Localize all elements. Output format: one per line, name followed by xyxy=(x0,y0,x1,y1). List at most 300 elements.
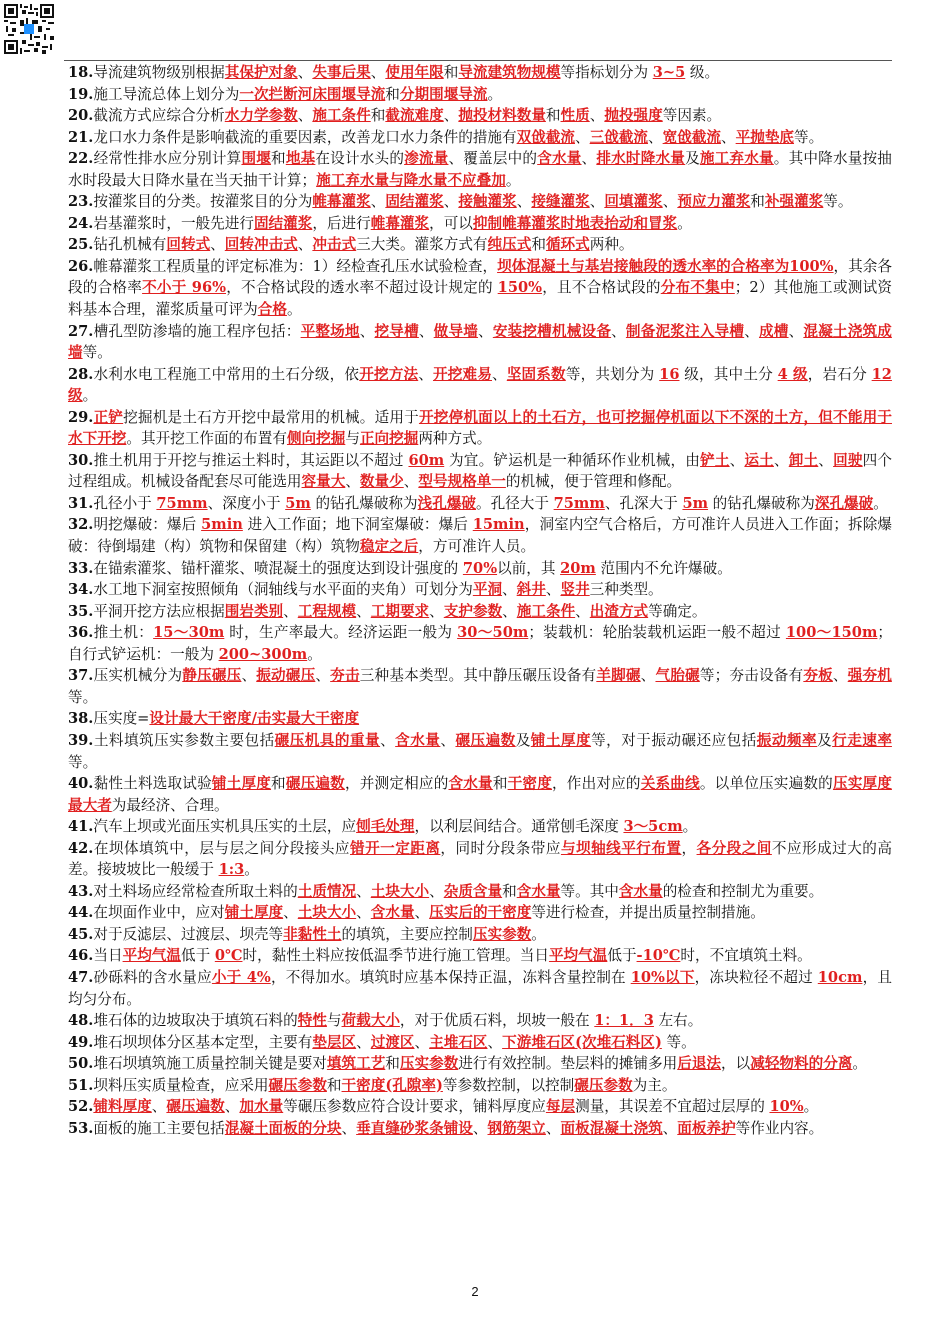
answer-highlight: 刨毛处理 xyxy=(356,818,415,836)
question-text: 等，对于振动碾还应包括 xyxy=(591,731,757,749)
answer-highlight: 帷幕灌浆 xyxy=(312,193,371,211)
answer-highlight: 平均气温 xyxy=(548,947,608,965)
answer-highlight: 含水量 xyxy=(448,775,493,793)
answer-highlight: 静压碾压 xyxy=(182,667,242,685)
question-text: ，且不合格试段的 xyxy=(542,279,661,297)
question-text: 与 xyxy=(326,1012,342,1030)
answer-highlight: 特性 xyxy=(297,1012,327,1030)
question-text: 、 xyxy=(487,1033,503,1051)
question-text: 、 xyxy=(662,1119,678,1137)
answer-highlight: 主堆石区 xyxy=(429,1033,488,1051)
question-list xyxy=(68,62,892,1139)
answer-highlight: 浅孔爆破 xyxy=(417,494,477,512)
question-text: ，同时分段条带应 xyxy=(440,839,561,857)
question-text: 不应形成过大的高差。接坡坡比一般缓于 xyxy=(68,839,892,879)
question-text: 压实机械分为 xyxy=(93,667,183,685)
question-text: 、 xyxy=(297,236,313,254)
list-item xyxy=(68,514,892,557)
answer-highlight: 土块大小 xyxy=(370,882,430,900)
question-text: 。 xyxy=(505,171,521,189)
question-text: 、深度小于 xyxy=(207,494,286,512)
answer-highlight: 压实参数 xyxy=(399,1055,459,1073)
answer-highlight: 非黏性土 xyxy=(283,925,342,943)
question-text: ；自行式铲运机：一般为 xyxy=(68,624,893,663)
item-number: 26. xyxy=(68,257,94,275)
question-text: 、 xyxy=(472,1119,488,1137)
item-number: 28. xyxy=(68,365,94,383)
question-text: 等确定。 xyxy=(648,602,707,620)
list-item xyxy=(68,321,892,364)
list-item xyxy=(68,665,892,708)
answer-highlight: 工期要求 xyxy=(370,602,430,620)
answer-highlight: 固结灌浆 xyxy=(385,193,444,211)
question-text: 为主。 xyxy=(632,1076,677,1094)
answer-highlight: 排水时降水量 xyxy=(596,150,686,168)
question-text: ，且均匀分布。 xyxy=(68,968,892,1008)
question-text: 等。 xyxy=(82,344,112,362)
item-number: 51. xyxy=(68,1076,94,1094)
answer-highlight: 预应力灌浆 xyxy=(677,193,751,211)
answer-highlight: 铺土厚度 xyxy=(211,775,272,793)
question-text: 。 xyxy=(682,818,698,836)
answer-highlight: 3~5 xyxy=(652,64,686,81)
answer-highlight: 16 xyxy=(659,365,680,383)
question-text: 挖掘机是土石方开挖中最常用的机械。适用于 xyxy=(123,408,419,426)
list-item xyxy=(68,945,892,967)
question-text: 时，生产率最大。经济运距一般为 xyxy=(224,624,458,642)
question-text: 孔径小于 xyxy=(93,494,157,512)
answer-highlight: 开挖难易 xyxy=(432,365,493,383)
answer-highlight: 每层 xyxy=(545,1098,576,1116)
answer-highlight: 75mm xyxy=(553,494,605,512)
answer-highlight: 正铲 xyxy=(93,408,124,426)
item-number: 37. xyxy=(68,667,94,685)
answer-highlight: 帷幕灌浆 xyxy=(370,214,430,232)
answer-highlight: 接触灌浆 xyxy=(458,193,517,211)
list-item xyxy=(68,924,892,946)
question-text: 、 xyxy=(315,667,331,685)
answer-highlight: 挖导槽 xyxy=(374,322,419,340)
answer-highlight: 正向挖掘 xyxy=(359,430,419,448)
answer-highlight: 70% xyxy=(462,559,498,577)
answer-highlight: 30～50m xyxy=(457,624,529,642)
question-text: 、 xyxy=(640,667,656,685)
question-text: 的钻孔爆破称为 xyxy=(310,494,418,512)
answer-highlight: 渗流量 xyxy=(404,150,449,168)
question-text: 、 xyxy=(297,64,313,81)
question-text: 、 xyxy=(443,193,459,211)
question-text: 等作业内容。 xyxy=(735,1119,824,1137)
answer-highlight: 循环式 xyxy=(545,236,590,254)
question-text: 、 xyxy=(283,602,298,620)
question-text: 两种方式。 xyxy=(418,430,492,448)
answer-highlight: 围堰 xyxy=(241,150,272,168)
answer-highlight: 支护参数 xyxy=(443,602,503,620)
answer-highlight: 后退法 xyxy=(677,1055,722,1073)
question-text: 在坝面作业中，应对 xyxy=(93,904,225,922)
item-number: 40. xyxy=(68,775,94,793)
question-text: 四个过程组成。机械设备配套尽可能选用 xyxy=(68,451,892,491)
question-text: 两种。 xyxy=(589,236,634,254)
question-text: 推土机： xyxy=(93,624,154,642)
answer-highlight: 加水量 xyxy=(239,1098,284,1116)
answer-highlight: 碾压遍数 xyxy=(166,1098,225,1116)
list-item xyxy=(68,213,892,235)
question-text: 、 xyxy=(788,322,804,340)
answer-highlight: 200~300m xyxy=(218,645,308,663)
answer-highlight: 干密度 xyxy=(507,775,552,793)
question-text: 的检查和控制尤为重要。 xyxy=(662,882,824,900)
item-number: 34. xyxy=(68,581,94,599)
answer-highlight: 平整场地 xyxy=(300,322,360,340)
answer-highlight: 12 级 xyxy=(68,365,892,405)
list-item xyxy=(68,364,892,407)
answer-highlight: 三戗截流 xyxy=(589,128,649,146)
question-text: 三种基本类型。其中静压碾压设备有 xyxy=(359,667,597,685)
item-number: 46. xyxy=(68,947,94,965)
qr-code-image xyxy=(4,4,54,54)
item-number: 27. xyxy=(68,322,94,340)
question-text: 、 xyxy=(403,473,419,491)
answer-highlight: 容量大 xyxy=(301,473,346,491)
question-text: 和 xyxy=(271,150,286,168)
question-text: 、 xyxy=(359,322,375,340)
question-text: 堆石坝填筑施工质量控制关键是要对 xyxy=(93,1055,327,1073)
question-text: 等。 xyxy=(794,128,824,146)
question-text: 经常性排水应分别计算 xyxy=(93,150,242,168)
question-text: ，方可准许人员。 xyxy=(418,538,536,556)
answer-highlight: 碾压遍数 xyxy=(455,731,516,749)
question-text: 、 xyxy=(345,473,360,491)
answer-highlight: 抛投强度 xyxy=(604,107,663,125)
answer-highlight: 型号规格单一 xyxy=(418,473,506,491)
answer-highlight: 20m xyxy=(560,559,596,577)
question-text: 和 xyxy=(492,775,508,793)
answer-highlight: 平均气温 xyxy=(122,947,181,965)
question-text: 测量，其误差不宜超过层厚的 xyxy=(575,1098,770,1116)
answer-highlight: 3～5cm xyxy=(623,818,683,836)
answer-highlight: 平抛垫底 xyxy=(735,128,795,146)
answer-highlight: 行走速率 xyxy=(832,731,892,749)
answer-highlight: 压实后的干密度 xyxy=(429,904,532,922)
answer-highlight: 导流建筑物规模 xyxy=(458,64,561,81)
question-text: 和 xyxy=(385,1055,400,1073)
answer-highlight: 回驶 xyxy=(833,451,863,469)
answer-highlight: 含水量 xyxy=(395,731,441,749)
question-text: 、 xyxy=(492,365,507,383)
question-text: 为最经济、合理。 xyxy=(111,796,229,814)
answer-highlight: 侧向挖掘 xyxy=(286,430,346,448)
list-item xyxy=(68,1096,892,1118)
answer-highlight: 地基 xyxy=(285,150,316,168)
answer-highlight: 振动碾压 xyxy=(256,667,316,685)
question-text: 、 xyxy=(832,667,848,685)
answer-highlight: 压实厚度最大者 xyxy=(68,775,892,814)
list-item xyxy=(68,62,892,84)
item-number: 24. xyxy=(68,214,94,232)
item-number: 38. xyxy=(68,710,94,728)
question-text: 等。 xyxy=(661,1033,696,1051)
question-text: 在坝体填筑中，层与层之间分段接头应 xyxy=(93,839,350,857)
answer-highlight: 水力学参数 xyxy=(224,107,298,125)
answer-highlight: 10%以下 xyxy=(630,968,695,986)
list-item xyxy=(68,84,892,106)
answer-highlight: 深孔爆破 xyxy=(814,494,874,512)
answer-highlight: 面板养护 xyxy=(677,1119,736,1137)
question-text: 范围内不允许爆破。 xyxy=(595,559,732,577)
question-text: 等指标划分为 xyxy=(560,64,653,81)
question-text: 土料填筑压实参数主要包括 xyxy=(93,731,275,749)
question-text: 、 xyxy=(418,322,434,340)
question-text: 及 xyxy=(515,731,531,749)
answer-highlight: 75mm xyxy=(156,494,208,512)
question-text: 、 xyxy=(818,451,834,469)
question-text: 、 xyxy=(545,1119,561,1137)
question-text: 和 xyxy=(502,882,517,900)
answer-highlight: 固结灌浆 xyxy=(253,214,313,232)
answer-highlight: 施工条件 xyxy=(516,602,576,620)
answer-highlight: 回转式 xyxy=(166,236,211,254)
question-text: 。 xyxy=(677,214,692,232)
question-text: 在锚索灌浆、锚杆灌浆、喷混凝土的强度达到设计强度的 xyxy=(93,559,463,577)
answer-highlight: 分期围堰导流 xyxy=(399,85,488,103)
answer-highlight: 失事后果 xyxy=(312,64,371,81)
answer-highlight: 各分段之间 xyxy=(696,839,772,857)
question-text: 三大类。灌浆方式有 xyxy=(356,236,488,254)
question-text: 级。 xyxy=(685,64,720,81)
question-text: 。 xyxy=(852,1055,867,1073)
question-text: 、 xyxy=(589,107,605,125)
answer-highlight: 100～150m xyxy=(785,624,878,642)
question-text: 堆石坝坝体分区基本定型，主要有 xyxy=(93,1033,313,1051)
item-number: 52. xyxy=(68,1098,94,1116)
list-item xyxy=(68,902,892,924)
question-text: 等；夯击设备有 xyxy=(699,667,804,685)
answer-highlight: 荷载大小 xyxy=(341,1012,400,1030)
question-text: 、 xyxy=(502,581,517,599)
question-text: 帷幕灌浆工程质量的评定标准为：1）经检查孔压水试验检查， xyxy=(93,257,498,275)
question-text: ，不合格试段的透水率不超过设计规定的 xyxy=(225,279,498,297)
question-text: 、 xyxy=(611,322,626,340)
answer-highlight: 一次拦断河床围堰导流 xyxy=(239,85,386,103)
question-text: 、 xyxy=(516,193,532,211)
header-rule xyxy=(64,60,892,61)
answer-highlight: 土质情况 xyxy=(297,882,357,900)
question-text: 、 xyxy=(414,904,430,922)
answer-highlight: 夯击 xyxy=(330,667,360,685)
answer-highlight: 抑制帷幕灌浆时地表抬动和冒浆 xyxy=(472,214,678,232)
item-number: 32. xyxy=(68,516,94,534)
list-item xyxy=(68,450,892,493)
question-text: 、 xyxy=(210,236,225,254)
list-item xyxy=(68,838,892,881)
item-number: 18. xyxy=(68,64,94,81)
answer-highlight: 宽戗截流 xyxy=(662,128,722,146)
question-text: 黏性土料选取试验 xyxy=(93,775,212,793)
question-text: 的钻孔爆破称为 xyxy=(708,494,815,512)
question-text: ，以利层间结合。通常刨毛深度 xyxy=(414,818,624,836)
question-text: ，以 xyxy=(721,1055,751,1073)
question-text: 、 xyxy=(662,193,678,211)
question-text: 。 xyxy=(803,1098,819,1116)
question-text: 等碾压参数应符合设计要求，铺料厚度应 xyxy=(283,1098,546,1116)
question-text: 压实度= xyxy=(93,710,150,728)
question-text: 、 xyxy=(502,602,517,620)
question-text: 。 xyxy=(82,387,98,405)
answer-highlight: 填筑工艺 xyxy=(326,1055,386,1073)
question-text: 水利水电工程施工中常用的土石分级，依 xyxy=(93,365,360,383)
question-text: 、 xyxy=(429,882,444,900)
question-text: ，其余各段的合格率 xyxy=(68,257,892,297)
item-number: 39. xyxy=(68,731,94,749)
list-item xyxy=(68,105,892,127)
question-text: 推土机用于开挖与推运土料时，其运距以不超过 xyxy=(93,451,409,469)
question-text: 当日 xyxy=(93,947,123,965)
question-text: 截流方式应综合分析 xyxy=(93,107,225,125)
list-item xyxy=(68,773,892,816)
question-text: 、 xyxy=(575,602,590,620)
question-text: 为宜。铲运机是一种循环作业机械，由 xyxy=(444,451,701,469)
question-text: 左右。 xyxy=(653,1012,703,1030)
question-text: 。以单位压实遍数的 xyxy=(699,775,833,793)
list-item xyxy=(68,601,892,623)
answer-highlight: 与坝轴线平行布置 xyxy=(560,839,682,857)
item-number: 33. xyxy=(68,559,94,577)
question-text: 对土料场应经常检查所取土料的 xyxy=(93,882,298,900)
answer-highlight: 安装挖槽机械设备 xyxy=(492,322,612,340)
answer-highlight: 羊脚碾 xyxy=(596,667,641,685)
question-text: ，并测定相应的 xyxy=(344,775,449,793)
item-number: 21. xyxy=(68,128,94,146)
item-number: 23. xyxy=(68,193,94,211)
question-text: 和 xyxy=(545,107,561,125)
answer-highlight: 成槽 xyxy=(758,322,789,340)
question-text: 。 xyxy=(487,85,503,103)
list-item xyxy=(68,1010,892,1032)
question-text: 钻孔机械有 xyxy=(93,236,167,254)
answer-highlight: 稳定之后 xyxy=(359,538,419,556)
question-text: 施工导流总体上划分为 xyxy=(93,85,240,103)
answer-highlight: 150% xyxy=(497,279,543,297)
item-number: 19. xyxy=(68,85,94,103)
question-text: 堆石体的边坡取决于填筑石料的 xyxy=(93,1012,298,1030)
question-text: 平洞开挖方法应根据 xyxy=(93,602,225,620)
question-text: ，对于优质石料，坝坡一般在 xyxy=(399,1012,595,1030)
list-item xyxy=(68,1053,892,1075)
question-text: 。 xyxy=(244,861,259,879)
answer-highlight: 4 级 xyxy=(777,365,808,383)
item-number: 25. xyxy=(68,236,94,254)
answer-highlight: 钢筋架立 xyxy=(487,1119,546,1137)
answer-highlight: 冲击式 xyxy=(312,236,357,254)
answer-highlight: 振动频率 xyxy=(756,731,818,749)
item-number: 41. xyxy=(68,818,94,836)
list-item xyxy=(68,407,892,450)
question-text: 和 xyxy=(750,193,765,211)
question-text: 、 xyxy=(729,451,745,469)
question-text: 、 xyxy=(721,128,736,146)
answer-highlight: 铺土厚度 xyxy=(530,731,592,749)
question-text: 以前，其 xyxy=(497,559,561,577)
item-number: 43. xyxy=(68,882,94,900)
question-text: 和 xyxy=(271,775,286,793)
question-text: 、 xyxy=(773,451,789,469)
question-text: 、 xyxy=(380,731,396,749)
list-item xyxy=(68,816,892,838)
answer-highlight: 双戗截流 xyxy=(516,128,576,146)
answer-highlight: 含水量 xyxy=(618,882,663,900)
answer-highlight: 碾压参数 xyxy=(268,1076,327,1094)
answer-highlight: 回转冲击式 xyxy=(224,236,298,254)
question-text: 等。 xyxy=(68,688,98,706)
item-number: 31. xyxy=(68,494,94,512)
answer-highlight: 土块大小 xyxy=(297,904,357,922)
question-text: 与 xyxy=(345,430,360,448)
list-item xyxy=(68,256,892,321)
answer-highlight: 制备泥浆注入导槽 xyxy=(625,322,745,340)
question-text: 、 xyxy=(418,365,433,383)
answer-highlight: 坝体混凝土与基岩接触段的透水率的合格率为100% xyxy=(497,257,834,275)
answer-highlight: 做导墙 xyxy=(433,322,479,340)
answer-highlight: 卸土 xyxy=(788,451,819,469)
question-text: 槽孔型防渗墙的施工程序包括： xyxy=(93,322,301,340)
answer-highlight: 数量少 xyxy=(359,473,404,491)
answer-highlight: 下游堆石区(次堆石料区) xyxy=(502,1033,662,1051)
answer-highlight: 10cm xyxy=(817,968,863,986)
question-text: 、 xyxy=(283,904,298,922)
question-text: 及 xyxy=(817,731,833,749)
item-number: 47. xyxy=(68,968,94,986)
answer-highlight: 分布不集中 xyxy=(660,279,735,297)
question-text: 、 xyxy=(414,1033,430,1051)
list-item xyxy=(68,708,892,730)
answer-highlight: 碾压参数 xyxy=(574,1076,633,1094)
question-text: 、 xyxy=(356,882,371,900)
question-text: ， xyxy=(681,839,697,857)
question-text: 、 xyxy=(589,193,605,211)
question-text: 低于 xyxy=(607,947,637,965)
question-text: 、 xyxy=(370,64,386,81)
list-item xyxy=(68,967,892,1010)
list-item xyxy=(68,1075,892,1097)
question-text: 、 xyxy=(241,667,257,685)
question-text: 等。 xyxy=(823,193,853,211)
answer-highlight: 面板混凝土浇筑 xyxy=(560,1119,663,1137)
answer-highlight: 截流难度 xyxy=(385,107,444,125)
answer-highlight: 不小于 96% xyxy=(142,279,226,297)
question-text: 岩基灌浆时，一般先进行 xyxy=(93,214,254,232)
answer-highlight: 含水量 xyxy=(516,882,561,900)
answer-highlight: 施工弃水量 xyxy=(699,150,774,168)
question-text: 明挖爆破：爆后 xyxy=(93,516,202,534)
answer-highlight: 5m xyxy=(285,494,311,512)
item-number: 35. xyxy=(68,602,94,620)
question-text: ，不得加水。填筑时应基本保持正温，冻料含量控制在 xyxy=(270,968,631,986)
answer-highlight: 含水量 xyxy=(537,150,582,168)
question-text: ，岩石分 xyxy=(807,365,872,383)
list-item xyxy=(68,1032,892,1054)
answer-highlight: 铺土厚度 xyxy=(224,904,284,922)
question-text: 砂砾料的含水量应 xyxy=(93,968,212,986)
question-text: ，洞室内空气合格后，方可准许人员进入工作面；拆除爆破：待倒塌建（构）筑物和保留建（构）筑物 xyxy=(68,516,892,556)
answer-highlight: 施工条件 xyxy=(312,107,371,125)
question-text: 按灌浆目的分类。按灌浆目的分为 xyxy=(93,193,313,211)
answer-highlight: 抛投材料数量 xyxy=(458,107,546,125)
question-text: 等参数控制，以控制 xyxy=(442,1076,575,1094)
answer-highlight: 5m xyxy=(682,494,709,512)
answer-highlight: 竖井 xyxy=(560,581,590,599)
item-number: 49. xyxy=(68,1033,94,1051)
